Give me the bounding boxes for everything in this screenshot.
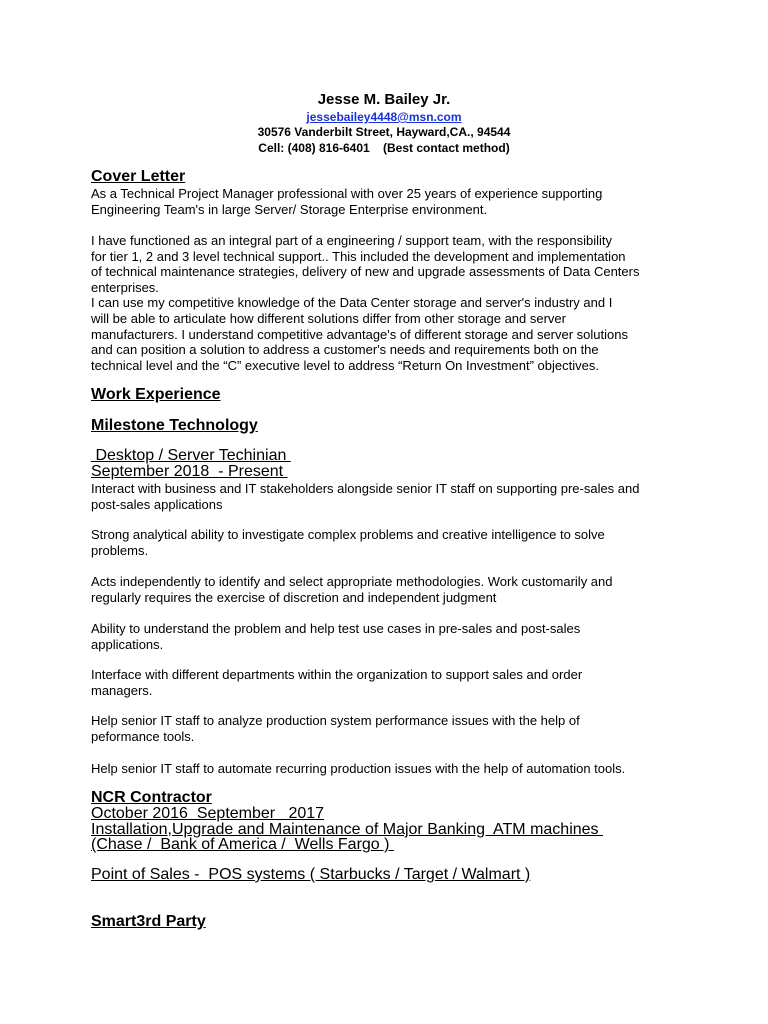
milestone-dates: September 2018 - Present (91, 463, 288, 480)
ncr-heading: NCR Contractor (91, 789, 212, 806)
milestone-paragraph-3: Acts independently to identify and select appropriate methodologies. Work customarily and regularly requires the exercise of discretion and independent judgment (91, 574, 613, 605)
ncr-line-2: (Chase / Bank of America / Wells Fargo ) (91, 836, 394, 853)
cover-letter-paragraph-1: As a Technical Project Manager professional with over 25 years of experience supporting Engineering Team's in large Server/ Storage Enterprise environment. (91, 186, 603, 217)
cover-letter-paragraph-2: I have functioned as an integral part of a engineering / support team, with the responsibility for tier 1, 2 and 3 level technical support.. This included the development and implementation of technical maintenance strategies, delivery of new and upgrade assessments of Data Centers enterprises. I can use my competitive knowledge of the Data Center storage and server's industry and I will be able to articulate how different solutions differ from other storage and server manufacturers. I understand competitive advantage's of different storage and server solutions and can position a solution to address a customer's needs and requirements both on the technical level and the “C” executive level to address “Return On Investment” objectives. (91, 233, 640, 373)
ncr-dates: October 2016 September 2017 (91, 805, 325, 822)
milestone-paragraph-7: Help senior IT staff to automate recurring production issues with the help of automation tools. (91, 761, 626, 776)
ncr-pos-line: Point of Sales - POS systems ( Starbucks / Target / Walmart ) (91, 866, 531, 883)
phone-line: Cell: (408) 816-6401 (Best contact method) (258, 141, 510, 155)
milestone-paragraph-1: Interact with business and IT stakeholders alongside senior IT staff on supporting pre-sales and post-sales applications (91, 481, 640, 512)
milestone-role: Desktop / Server Techinian (91, 447, 291, 464)
candidate-name: Jesse M. Bailey Jr. (317, 91, 451, 108)
milestone-paragraph-6: Help senior IT staff to analyze production system performance issues with the help of peformance tools. (91, 713, 580, 744)
milestone-paragraph-5: Interface with different departments within the organization to support sales and order managers. (91, 667, 583, 698)
work-experience-heading: Work Experience (91, 386, 221, 403)
milestone-heading: Milestone Technology (91, 417, 258, 434)
smart3rd-heading: Smart3rd Party (91, 913, 206, 930)
ncr-line-1: Installation,Upgrade and Maintenance of Major Banking ATM machines (91, 821, 603, 838)
milestone-paragraph-4: Ability to understand the problem and help test use cases in pre-sales and post-sales applications. (91, 621, 581, 652)
address: 30576 Vanderbilt Street, Hayward,CA., 94544 (257, 125, 511, 139)
email-link[interactable]: jessebailey4448@msn.com (306, 110, 462, 124)
milestone-paragraph-2: Strong analytical ability to investigate complex problems and creative intelligence to solve problems. (91, 527, 605, 558)
cover-letter-heading: Cover Letter (91, 168, 186, 185)
